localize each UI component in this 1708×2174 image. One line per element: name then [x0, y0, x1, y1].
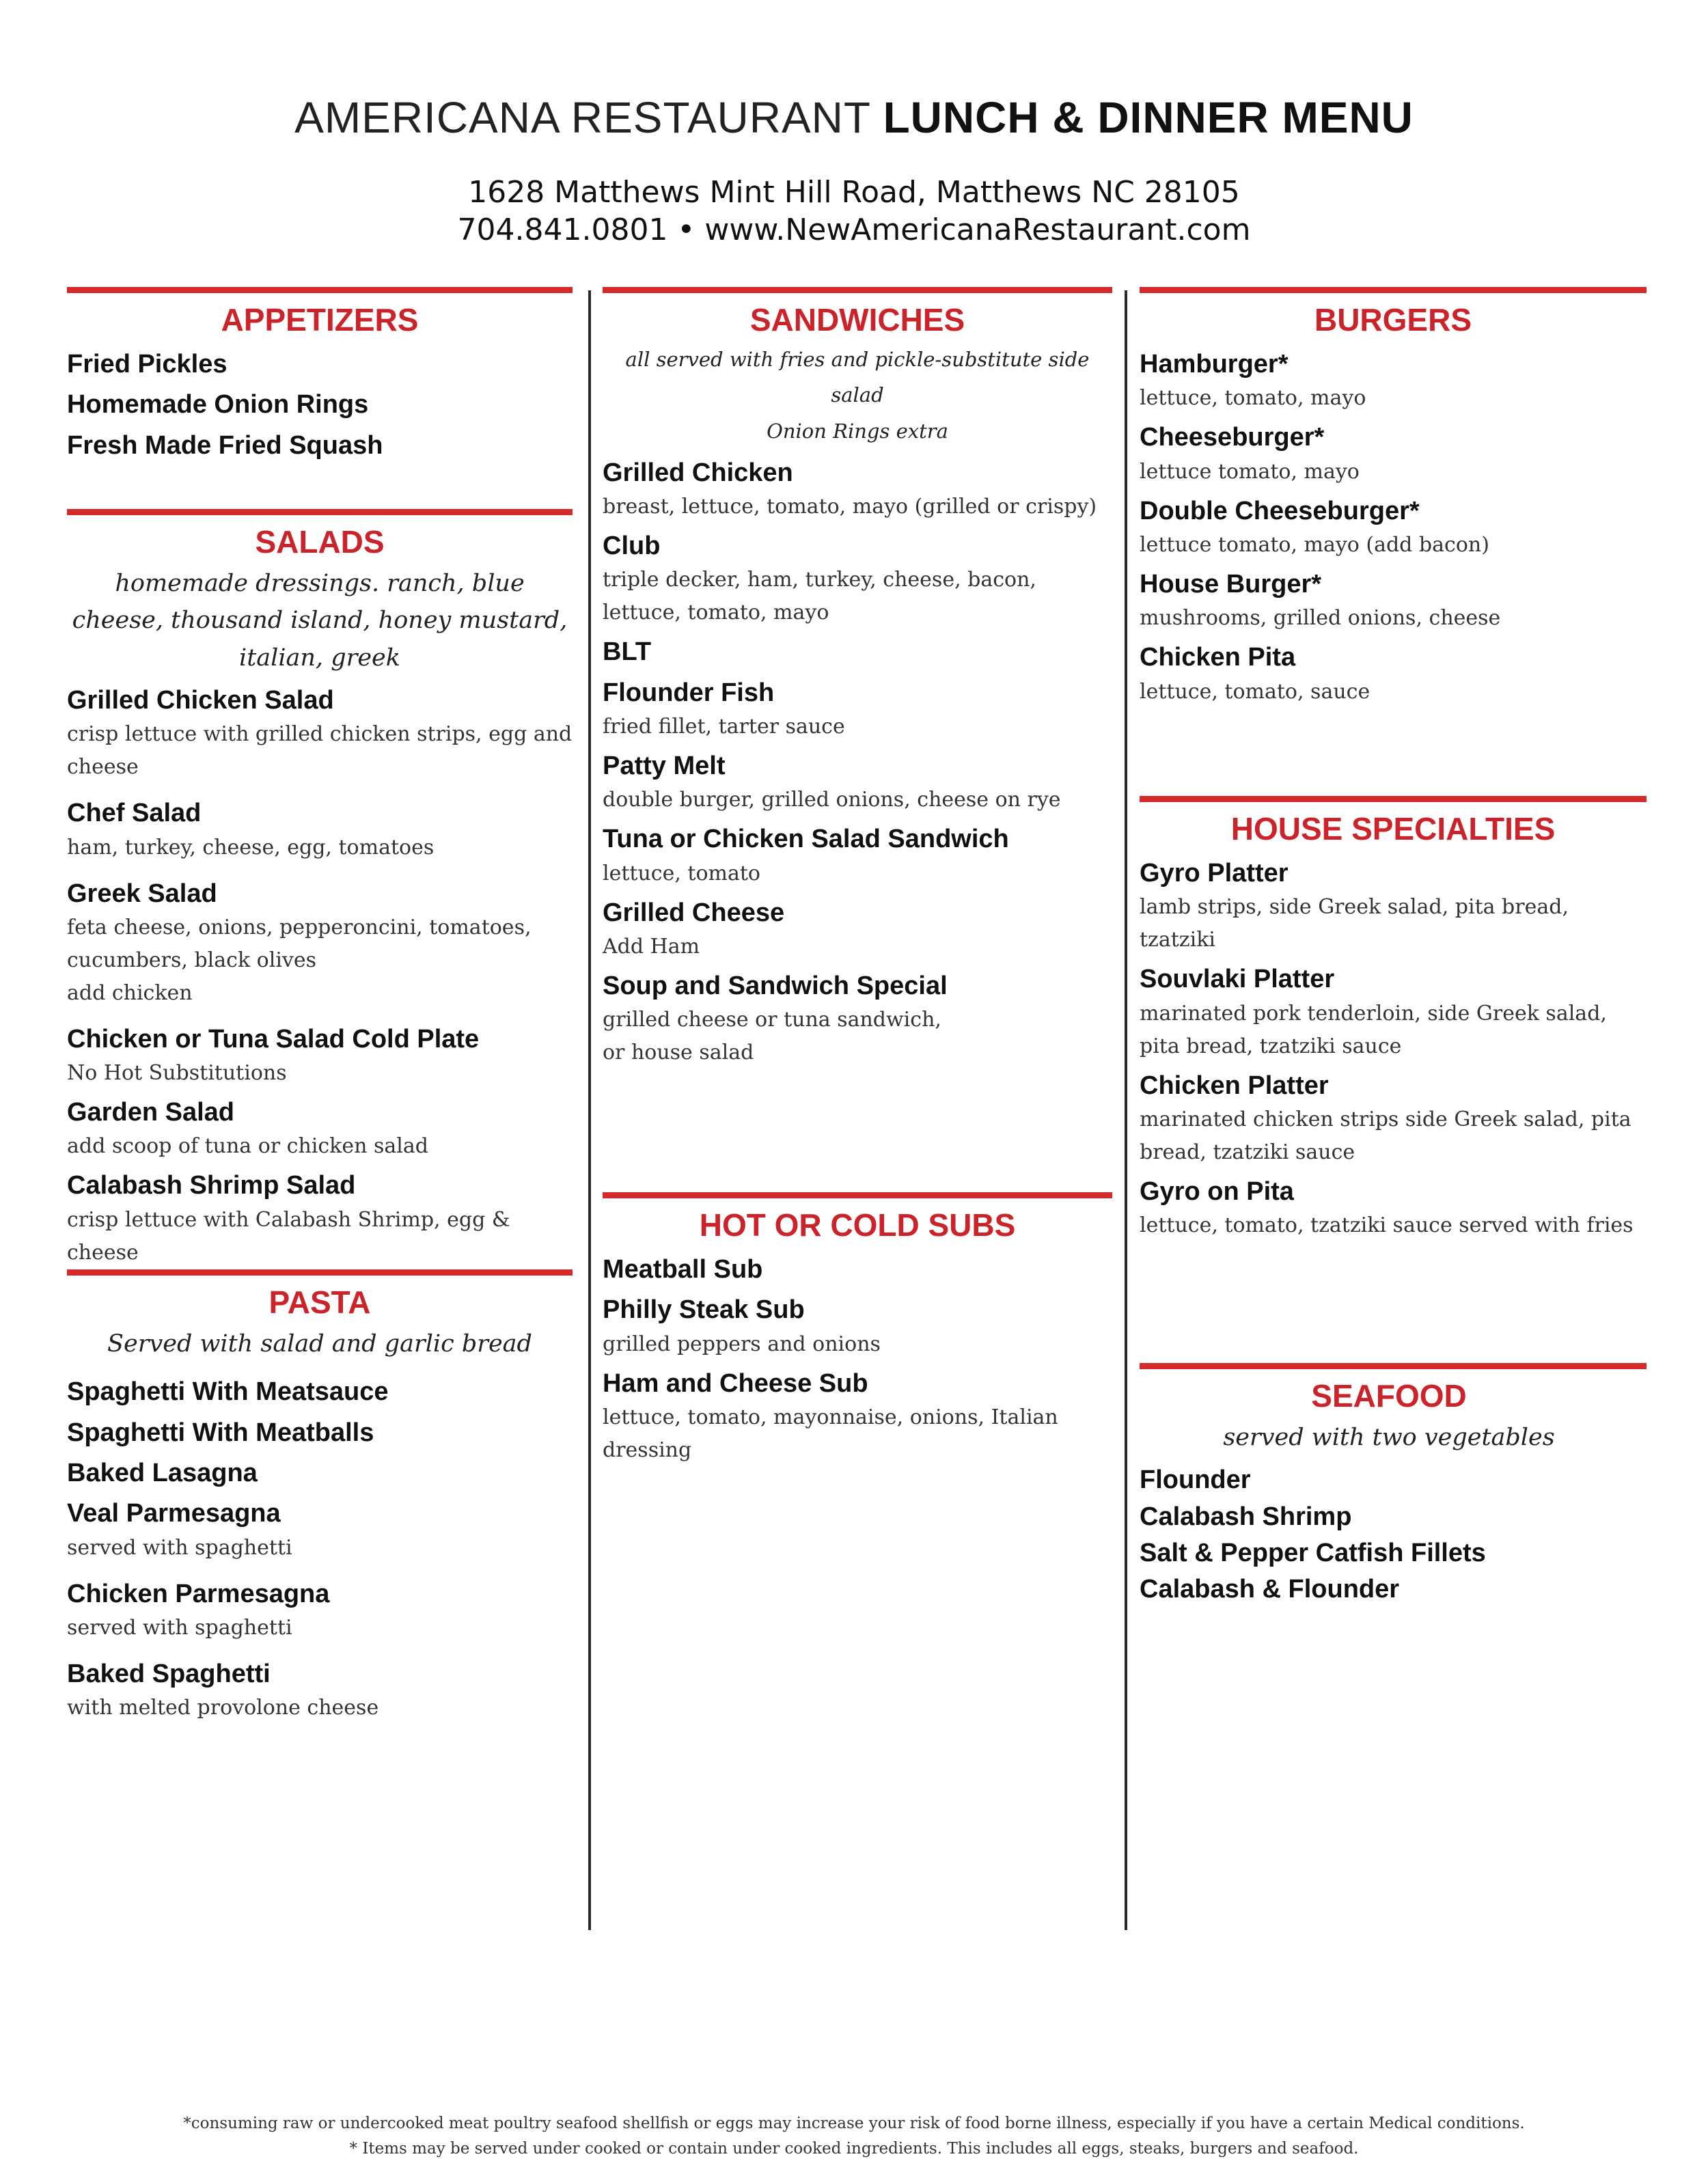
item-name: Gyro Platter [1140, 859, 1289, 888]
item-name: Grilled Chicken [603, 458, 793, 487]
menu-item [67, 683, 573, 784]
item-name: Patty Melt [603, 751, 726, 780]
menu-item [1140, 1174, 1647, 1242]
item-name: Flounder [1140, 1466, 1251, 1495]
restaurant-contact: 704.841.0801 • www.NewAmericanaRestaurant.com [457, 212, 1251, 247]
section-title: APPETIZERS [221, 302, 419, 338]
item-name: Hamburger* [1140, 350, 1289, 379]
item-name: Greek Salad [67, 879, 217, 908]
item-name: Garden Salad [67, 1098, 234, 1127]
item-name: Chef Salad [67, 799, 202, 828]
item-name: Homemade Onion Rings [67, 390, 369, 419]
item-name: Baked Spaghetti [67, 1659, 271, 1688]
item-description: feta cheese, onions, pepperoncini, tomatoes, cucumbers, black olives [67, 915, 532, 972]
menu-item [67, 1375, 573, 1409]
item-name: Gyro on Pita [1140, 1177, 1294, 1207]
item-name: Spaghetti With Meatsauce [67, 1377, 389, 1407]
item-name: Grilled Chicken Salad [67, 685, 334, 715]
section-note: Served with salad and garlic bread [107, 1330, 532, 1358]
item-name: Veal Parmesagna [67, 1499, 281, 1528]
menu-title [0, 93, 1708, 142]
section-title: PASTA [268, 1284, 371, 1320]
column-divider [1125, 290, 1127, 1930]
menu-item [67, 877, 573, 1010]
section-note: all served with fries and pickle-substitute side salad [625, 348, 1090, 407]
disclaimer-line: * Items may be served under cooked or contain under cooked ingredients. This includes all eggs, steaks, burgers and seafood. [349, 2139, 1359, 2158]
section-note: homemade dressings. ranch, blue cheese, thousand island, honey mustard, italian, greek [72, 570, 568, 672]
item-description: mushrooms, grilled onions, cheese [1140, 606, 1501, 631]
item-name: Baked Lasagna [67, 1459, 258, 1488]
item-name: Calabash Shrimp [1140, 1502, 1352, 1531]
menu-item [67, 428, 573, 463]
item-description: triple decker, ham, turkey, cheese, bacon, lettuce, tomato, mayo [603, 568, 1036, 625]
menu-item [67, 1577, 573, 1645]
item-description: lettuce tomato, mayo (add bacon) [1140, 533, 1489, 558]
item-name: Flounder Fish [603, 678, 775, 707]
section-rule [67, 1269, 573, 1276]
section-rule [1140, 1363, 1647, 1369]
menu-item [1140, 1500, 1647, 1535]
restaurant-name: AMERICANA RESTAURANT [294, 93, 883, 142]
item-description: served with spaghetti [67, 1535, 292, 1560]
item-name: Club [603, 532, 661, 561]
column-divider [588, 290, 591, 1930]
menu-item [603, 969, 958, 1069]
menu-item [1140, 1536, 1647, 1571]
item-name: Salt & Pepper Catfish Fillets [1140, 1539, 1486, 1568]
item-description: lettuce, tomato, sauce [1140, 679, 1370, 704]
item-description: lettuce, tomato, mayo [1140, 386, 1366, 411]
item-description: lettuce, tomato, mayonnaise, onions, Italian dressing [603, 1405, 1058, 1463]
menu-item [67, 1022, 573, 1090]
item-name: Tuna or Chicken Salad Sandwich [603, 825, 1009, 854]
item-name: Cheeseburger* [1140, 423, 1325, 452]
item-name: Double Cheeseburger* [1140, 496, 1420, 525]
section-note: Onion Rings extra [767, 419, 948, 443]
item-name: Calabash Shrimp Salad [67, 1171, 356, 1200]
item-description: served with spaghetti [67, 1615, 292, 1640]
menu-item [67, 347, 573, 382]
section-title: SALADS [255, 524, 385, 560]
menu-item [603, 896, 1112, 963]
menu-item [67, 796, 573, 864]
item-description: No Hot Substitutions [67, 1061, 287, 1086]
menu-item [1140, 962, 1647, 1062]
section-rule [1140, 287, 1647, 293]
menu-item [1140, 1572, 1647, 1607]
item-name: Chicken Pita [1140, 643, 1296, 672]
item-name: Fried Pickles [67, 350, 228, 379]
item-name: Calabash & Flounder [1140, 1575, 1400, 1604]
menu-item [67, 1496, 573, 1564]
item-name: BLT [603, 637, 652, 667]
menu-header [0, 93, 1708, 247]
item-description: ham, turkey, cheese, egg, tomatoes [67, 835, 435, 859]
item-name: Meatball Sub [603, 1255, 763, 1284]
section-subs [603, 1192, 1112, 1472]
section-seafood [1140, 1363, 1647, 1609]
menu-item [67, 1095, 573, 1163]
item-name: House Burger* [1140, 570, 1322, 599]
section-title: HOT OR COLD SUBS [699, 1207, 1016, 1243]
menu-item [67, 387, 573, 422]
menu-item [67, 1456, 573, 1491]
menu-item [1140, 1463, 1647, 1498]
menu-item [603, 1293, 1112, 1360]
section-rule [603, 1192, 1112, 1198]
menu-item [603, 529, 1112, 629]
item-name: Philly Steak Sub [603, 1295, 805, 1325]
item-name: Chicken or Tuna Salad Cold Plate [67, 1024, 480, 1054]
item-description: lettuce tomato, mayo [1140, 459, 1360, 484]
menu-item [603, 456, 1112, 523]
item-description: lamb strips, side Greek salad, pita bread, tzatziki [1140, 895, 1569, 952]
item-description: lettuce, tomato [603, 861, 760, 885]
section-title: HOUSE SPECIALTIES [1230, 811, 1556, 847]
menu-item [603, 822, 1112, 890]
item-name: Chicken Platter [1140, 1071, 1329, 1100]
menu-item [603, 635, 1112, 670]
menu-item [1140, 1069, 1647, 1169]
item-description: lettuce, tomato, tzatziki sauce served with fries [1140, 1213, 1634, 1238]
section-note: served with two vegetables [1223, 1424, 1555, 1452]
menu-item [1140, 494, 1647, 562]
menu-item [603, 749, 1112, 816]
menu-item [603, 1252, 1112, 1287]
item-addon: add chicken [67, 980, 193, 1005]
menu-item [1140, 640, 1647, 708]
section-salads [67, 509, 573, 1275]
section-rule [603, 287, 1112, 293]
menu-item [1140, 856, 1647, 957]
item-description: marinated pork tenderloin, side Greek salad, pita bread, tzatziki sauce [1140, 1001, 1607, 1058]
item-description: fried fillet, tarter sauce [603, 714, 845, 739]
section-house-specialties [1140, 796, 1647, 1248]
menu-item [1140, 420, 1647, 488]
restaurant-address: 1628 Matthews Mint Hill Road, Matthews NC 28105 [468, 175, 1240, 210]
disclaimer-line: *consuming raw or undercooked meat poultry seafood shellfish or eggs may increase your risk of food borne illness, especially if you have a certain Medical conditions. [183, 2115, 1525, 2132]
menu-item [603, 1366, 1112, 1467]
section-rule [67, 509, 573, 515]
item-description: crisp lettuce with Calabash Shrimp, egg & cheese [67, 1207, 510, 1265]
item-name: Soup and Sandwich Special [603, 971, 948, 1000]
section-burgers [1140, 287, 1647, 714]
item-description: breast, lettuce, tomato, mayo (grilled or crispy) [603, 495, 1097, 519]
section-appetizers [67, 287, 573, 469]
section-title: SANDWICHES [749, 302, 965, 338]
item-name: Chicken Parmesagna [67, 1579, 330, 1608]
item-name: Spaghetti With Meatballs [67, 1418, 374, 1447]
menu-item [1140, 567, 1647, 635]
item-description: double burger, grilled onions, cheese on rye [603, 788, 1061, 812]
menu-item [603, 676, 1112, 743]
item-description: Add Ham [603, 934, 700, 959]
item-description: marinated chicken strips side Greek salad, pita bread, tzatziki sauce [1140, 1107, 1631, 1165]
item-name: Souvlaki Platter [1140, 965, 1335, 994]
item-name: Grilled Cheese [603, 898, 785, 927]
menu-item [67, 1168, 573, 1269]
section-title: BURGERS [1314, 302, 1472, 338]
menu-item [67, 1416, 573, 1450]
menu-type: LUNCH & DINNER MENU [883, 93, 1414, 142]
item-description: crisp lettuce with grilled chicken strips, egg and cheese [67, 722, 573, 780]
item-description: grilled peppers and onions [603, 1332, 881, 1356]
item-description: with melted provolone cheese [67, 1696, 379, 1720]
disclaimer [0, 2111, 1708, 2162]
section-rule [67, 287, 573, 293]
item-description: grilled cheese or tuna sandwich, or house salad [603, 1008, 941, 1065]
item-description: add scoop of tuna or chicken salad [67, 1134, 428, 1159]
section-sandwiches [603, 287, 1112, 1075]
menu-item [1140, 347, 1647, 415]
section-rule [1140, 796, 1647, 802]
menu-item [67, 1657, 573, 1724]
section-pasta [67, 1269, 573, 1737]
item-name: Ham and Cheese Sub [603, 1368, 868, 1398]
item-name: Fresh Made Fried Squash [67, 430, 383, 460]
section-title: SEAFOOD [1311, 1378, 1467, 1414]
